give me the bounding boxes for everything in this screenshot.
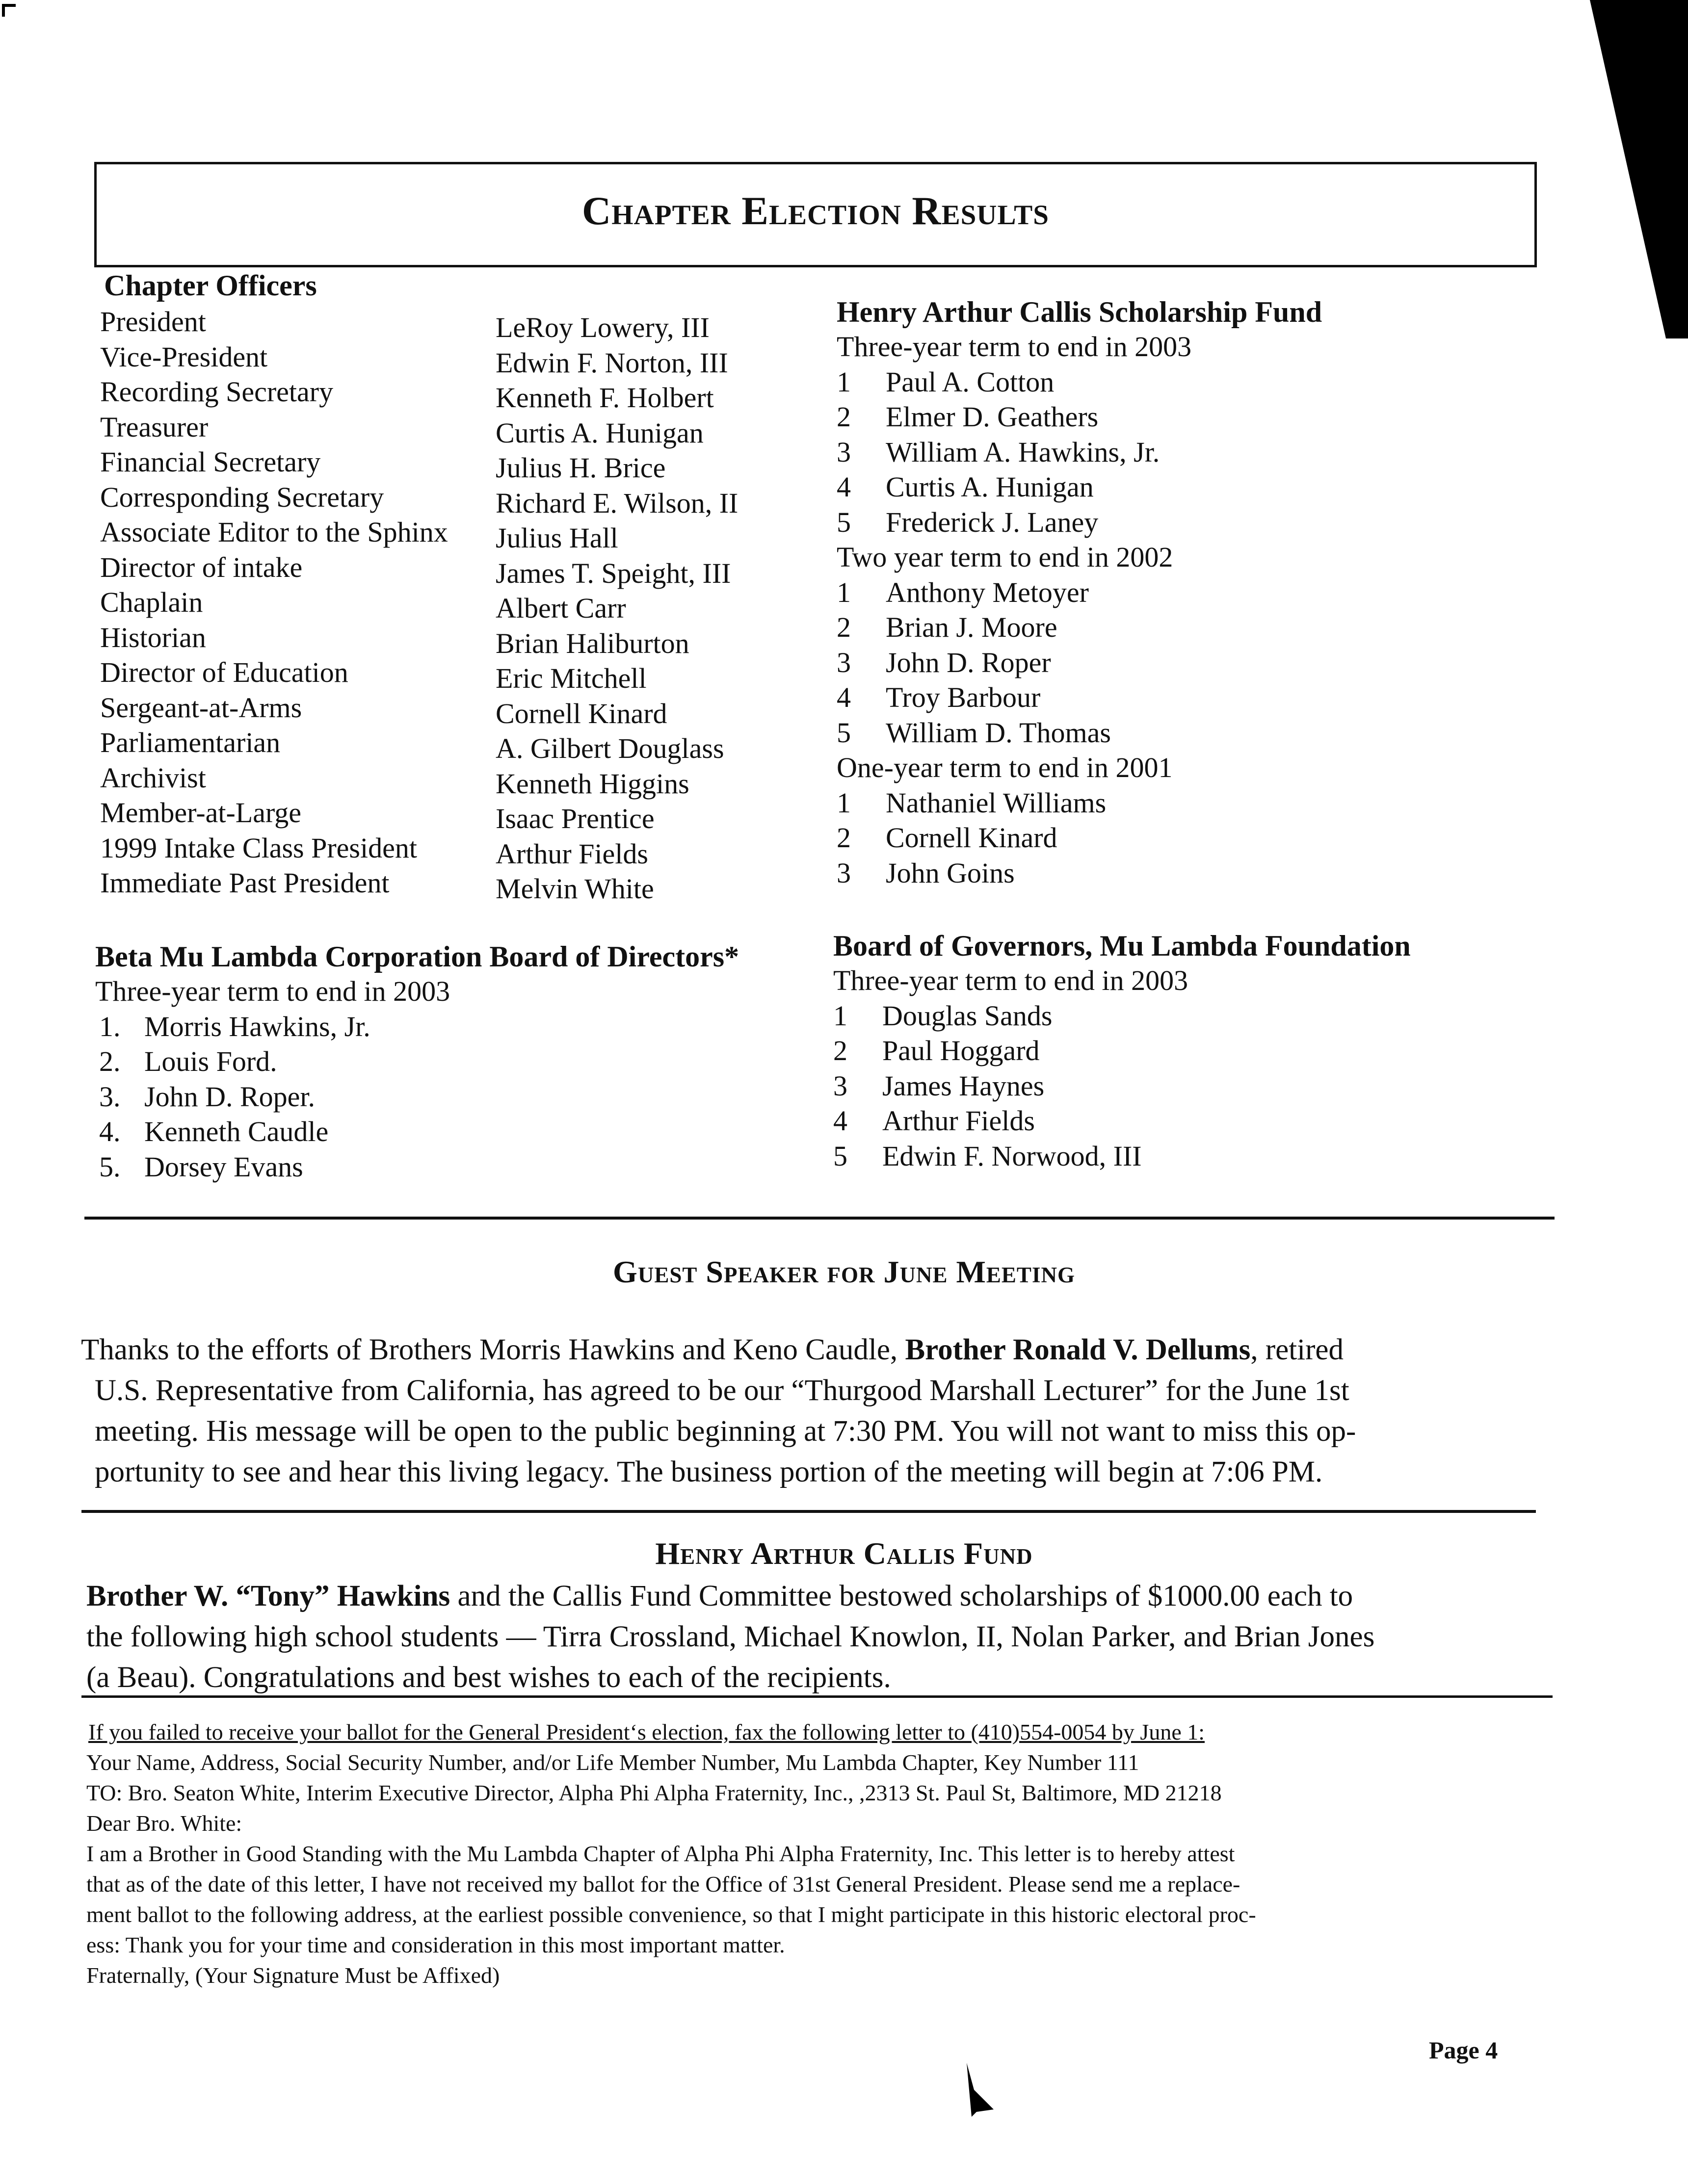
officer-role: 1999 Intake Class President xyxy=(100,832,417,864)
list-item: 4 Arthur Fields xyxy=(833,1105,1035,1137)
officer-role: Recording Secretary xyxy=(100,376,334,408)
letter-line: ment ballot to the following address, at the earliest possible convenience, so that I might participate in this historic electoral proc- xyxy=(86,1902,1256,1927)
guest-line: meeting. His message will be open to the public beginning at 7:30 PM. You will not want to miss this op- xyxy=(95,1415,1356,1448)
beta-board xyxy=(95,940,739,1184)
scan-corner-shadow xyxy=(1560,0,1688,343)
governors-heading: Board of Governors, Mu Lambda Foundation xyxy=(833,930,1411,962)
ballot-letter xyxy=(86,1717,1558,1991)
list-item: 2 Brian J. Moore xyxy=(837,611,1057,643)
list-item: 4. Kenneth Caudle xyxy=(99,1116,329,1147)
divider xyxy=(81,1695,1553,1698)
list-item: 1 Paul A. Cotton xyxy=(837,365,1055,398)
beta-heading: Beta Mu Lambda Corporation Board of Directors* xyxy=(95,940,739,973)
officer-name: Arthur Fields xyxy=(496,837,648,870)
callis-scholarship xyxy=(837,295,1322,890)
term-label: One-year term to end in 2001 xyxy=(837,752,1173,783)
title-box xyxy=(94,162,1537,267)
list-item: 5. Dorsey Evans xyxy=(99,1150,303,1183)
list-item: 3 John Goins xyxy=(837,857,1015,889)
chapter-officers xyxy=(98,269,834,303)
guest-line: portunity to see and hear this living legacy. The business portion of the meeting will begin at 7:06 PM. xyxy=(95,1456,1323,1488)
officer-name: A. Gilbert Douglass xyxy=(496,732,724,764)
letter-instruction: If you failed to receive your ballot for the General President‘s election, fax the following letter to (410)554-0054 by June 1: xyxy=(88,1719,1205,1744)
fund-line: Brother W. “Tony” Hawkins and the Callis Fund Committee bestowed scholarships of $1000.00 each to xyxy=(86,1580,1353,1612)
officer-name: Julius H. Brice xyxy=(496,452,666,484)
guest-line: U.S. Representative from California, has agreed to be our “Thurgood Marshall Lecturer” for the June 1st xyxy=(95,1374,1349,1407)
list-item: 5 William D. Thomas xyxy=(837,716,1111,749)
fund-paragraph xyxy=(86,1576,1554,1698)
list-item: 3 William A. Hawkins, Jr. xyxy=(837,436,1160,468)
list-item: 2 Cornell Kinard xyxy=(837,822,1057,854)
scan-mark-bottom xyxy=(964,2063,999,2117)
page-title: Chapter Election Results xyxy=(582,188,1049,233)
guest-line: Thanks to the efforts of Brothers Morris Hawkins and Keno Caudle, Brother Ronald V. Dellums, retired xyxy=(81,1333,1344,1366)
officer-name: Brian Haliburton xyxy=(496,627,689,659)
list-item: 2 Paul Hoggard xyxy=(833,1035,1040,1066)
officer-name: Edwin F. Norton, III xyxy=(496,346,728,379)
fund-line: (a Beau). Congratulations and best wishes to each of the recipients. xyxy=(86,1661,891,1694)
officer-name: Albert Carr xyxy=(496,592,626,624)
officer-role: Treasurer xyxy=(100,411,209,443)
officer-name: Cornell Kinard xyxy=(496,697,667,729)
list-item: 5 Edwin F. Norwood, III xyxy=(833,1140,1142,1172)
list-item: 5 Frederick J. Laney xyxy=(837,506,1099,538)
list-item: 3 John D. Roper xyxy=(837,646,1051,678)
officer-role: Financial Secretary xyxy=(100,446,321,478)
officer-role: Vice-President xyxy=(100,340,268,373)
officer-role: Associate Editor to the Sphinx xyxy=(100,516,448,548)
list-item: 3 James Haynes xyxy=(833,1069,1045,1102)
officer-role: Chaplain xyxy=(100,586,203,618)
callis-heading: Henry Arthur Callis Scholarship Fund xyxy=(837,296,1322,328)
board-of-governors xyxy=(833,929,1411,1173)
officer-name: Kenneth Higgins xyxy=(496,767,689,800)
list-item: 1 Douglas Sands xyxy=(833,999,1053,1032)
officer-role: Immediate Past President xyxy=(100,867,390,899)
letter-line: Your Name, Address, Social Security Number, and/or Life Member Number, Mu Lambda Chapter, Key Number 111 xyxy=(86,1750,1139,1775)
list-item: 2. Louis Ford. xyxy=(99,1045,277,1077)
letter-line: TO: Bro. Seaton White, Interim Executive Director, Alpha Phi Alpha Fraternity, Inc., ,2313 St. Paul St, Baltimore, MD 21218 xyxy=(86,1780,1222,1805)
page-number: Page 4 xyxy=(1429,2036,1498,2064)
officer-role: Director of intake xyxy=(100,551,303,583)
officer-name: Kenneth F. Holbert xyxy=(496,382,714,414)
officers-heading: Chapter Officers xyxy=(104,269,317,302)
list-item: 2 Elmer D. Geathers xyxy=(837,401,1099,433)
officer-role: Historian xyxy=(100,621,206,653)
list-item: 4 Curtis A. Hunigan xyxy=(837,471,1094,503)
term-label: Three-year term to end in 2003 xyxy=(833,964,1188,996)
officer-name: Eric Mitchell xyxy=(496,662,647,694)
list-item: 1 Nathaniel Williams xyxy=(837,786,1107,819)
term-label: Three-year term to end in 2003 xyxy=(95,975,450,1007)
divider xyxy=(81,1510,1536,1513)
officer-name: Julius Hall xyxy=(496,522,618,554)
officers-roles xyxy=(100,304,448,901)
officer-role: Parliamentarian xyxy=(100,727,281,758)
letter-line: Fraternally, (Your Signature Must be Affixed) xyxy=(86,1963,500,1988)
guest-paragraph xyxy=(81,1329,1553,1492)
officer-name: Richard E. Wilson, II xyxy=(496,487,738,519)
list-item: 3. John D. Roper. xyxy=(99,1080,315,1113)
list-item: 4 Troy Barbour xyxy=(837,681,1041,713)
guest-heading: Guest Speaker for June Meeting xyxy=(613,1254,1075,1289)
officer-name: Curtis A. Hunigan xyxy=(496,416,704,449)
officer-role: Member-at-Large xyxy=(100,797,301,829)
officer-role: Sergeant-at-Arms xyxy=(100,691,302,724)
officers-names xyxy=(496,310,738,907)
officer-name: Isaac Prentice xyxy=(496,803,655,834)
fund-heading: Henry Arthur Callis Fund xyxy=(655,1536,1033,1571)
divider xyxy=(84,1217,1555,1220)
list-item: 1 Anthony Metoyer xyxy=(837,576,1089,608)
letter-line: ess: Thank you for your time and consideration in this most important matter. xyxy=(86,1932,785,1957)
officer-role: Corresponding Secretary xyxy=(100,481,384,513)
letter-line: I am a Brother in Good Standing with the Mu Lambda Chapter of Alpha Phi Alpha Fraternity, Inc. This letter is to hereby attest xyxy=(86,1841,1235,1866)
officer-name: Melvin White xyxy=(496,873,654,905)
officer-role: President xyxy=(100,306,206,338)
officer-role: Archivist xyxy=(100,761,206,794)
term-label: Three-year term to end in 2003 xyxy=(837,331,1192,363)
fund-line: the following high school students — Tirra Crossland, Michael Knowlon, II, Nolan Parker, and Brian Jones xyxy=(86,1620,1375,1653)
scan-mark-topleft xyxy=(2,4,16,17)
letter-line: Dear Bro. White: xyxy=(86,1811,242,1836)
officer-name: James T. Speight, III xyxy=(496,557,731,589)
list-item: 1. Morris Hawkins, Jr. xyxy=(99,1010,370,1042)
term-label: Two year term to end in 2002 xyxy=(837,541,1173,573)
officer-role: Director of Education xyxy=(100,656,348,688)
officer-name: LeRoy Lowery, III xyxy=(496,312,710,343)
letter-line: that as of the date of this letter, I have not received my ballot for the Office of 31st General President. Please send me a replace- xyxy=(86,1872,1240,1897)
